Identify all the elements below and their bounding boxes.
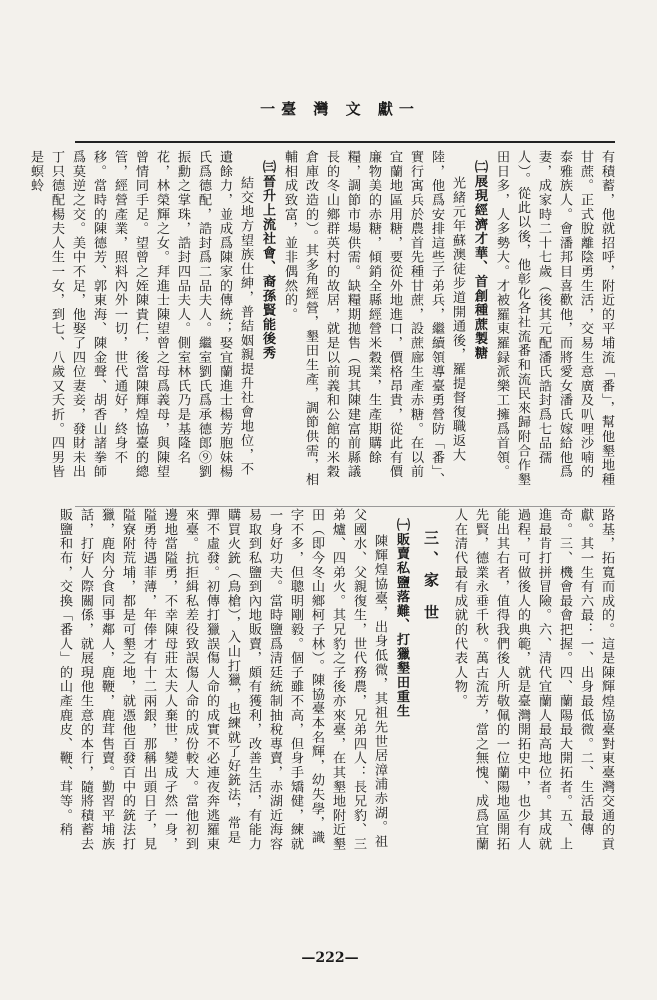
header-rule (75, 141, 615, 143)
page-number: —222— (301, 950, 359, 966)
paragraph: 有積蓄，他就招呼，附近的平埔流「番」，幫他墾地種甘蔗。正式脫離陰勇生活，交易生意廣及叭哩沙喃的泰雅族人。會潘邦目喜歡他，而將愛女潘氏嫁給他爲妻，成家時二十七歲（後其元配潘氏誥封爲七品孺人）。從此以後，他彰化各社流番和流民來歸附合作墾田日多，人多勢大。才被羅東羅録派樂工擁爲首領。 (494, 150, 614, 487)
section-title: 三、家 世 (422, 530, 440, 626)
paragraph: 路基，拓寬而成的。這是陳輝煌協臺對東臺灣交通的貢獻。其一生有六最：一、出身最低微。二、生活最傳奇。三、機會最會把握。四、蘭陽最大開拓者。五、上進最肯打拼冒險。六、清代宜蘭人最高地位者。其成就過程，可做後人的典範，就是臺灣開拓史中，也少有人能出其右者，值得我們後人所敬佩的一位蘭陽地區開拓先賢，德業永垂千秋。萬古流芳，當之無愧、成爲宜蘭人在清代最有成就的代表人物。 (452, 508, 614, 852)
subsection-heading: ㈢晉升上流社會、裔孫賢能後秀 (260, 160, 275, 361)
subsection-heading: ㈠販賣私鹽落難、打獵墾田重生 (394, 518, 409, 719)
subsection-heading: ㈡展現經濟才華、首創種蔗製糖 (472, 160, 487, 361)
running-head-title: 一臺 灣 文 獻一 (260, 100, 420, 118)
paragraph: 結交地方望族仕紳，普結姻親提升社會地位，不遺餘力，並成爲陳家的傳統；娶宜蘭進士楊芳胞妹楊氏爲德配，誥封爲二品夫人。繼室劉氏爲承德郎⑨劉振勳之掌珠，誥封四品夫人。側室林氏乃是基隆名花，林榮輝之女。拜進士陳望曾之母爲義母，與陳望曾情同手足。望曾之姪陳貴仁，後當陳輝煌協臺的總管，經營產業，照料內外一切，世代通好，終身不移。當時的陳德芳、郭東海、陳金聲、胡香山諸拳師爲莫逆之交。美中不足，他娶了四位妻妾，發財未出丁只德配楊夫人生一女，到七、八歲又夭折。四男皆是螟蛉 (28, 150, 253, 479)
paragraph: 陳輝煌協臺，出身低微，其祖先世居漳浦赤湖。祖父國水、父親復生，世代務農，兄弟四人：長兄豹、三弟爐、四弟火。其兄豹之子後亦來臺，在其墾地附近墾田（即今冬山鄉柯子林）。陳協臺本名輝，幼失學，識字不多，但聰明剛毅。個子雖不高，但身手矯健，練就一身好功夫。當時鹽爲清廷統制抽稅專賣，赤湖近海容易取到私鹽到內地販賣，頗有獲利，改善生活，有能力購買火銃（鳥槍），入山打獵，也練就了好銃法，常是彈不虛發。初傳打獵誤傷人命的成實不必連夜奔逃羅東來臺。抗拒緝私差役致誤傷人命的成份較大。當他初到邊地當隘勇，不幸陳母莊太夫人棄世，變成孑然一身，隘勇待遇菲薄，年俸才有十二兩銀，那稱出頭日子，見隘寮附荒埔，都是可墾之地，就憑他百發百中的銃法打獵，鹿肉分食同事鄰人，鹿鞭，鹿茸售賣。勤習平埔族話，打好人際關係，就展現他生意的本行，隨將積蓄去販鹽和布，交換「番人」的山產鹿皮、鞭、茸等。稍 (57, 508, 387, 852)
column-divider (75, 506, 615, 507)
bottom-text-block (57, 508, 617, 856)
paragraph: 光緒元年蘇澳徒步道開通後，羅提督復職返大陸，他爲安排這些子弟兵，繼續領導臺勇營防「番」、實行寓兵於農首先種甘蔗，設蔗廍生產赤糖。在以前宜蘭地區用糖，要從外地進口，價格昂貴，從此有價廉物美的赤糖，傾銷全縣經營米穀業，生產期購餘糧，調節市場供需。缺糧期拋售（現其陳建富前縣議長的冬山鄉群英村的故居，就是以前義和公館的米穀倉庫改造的）。其多角經營，墾田生產，調節供需，相輔相成致富，並非偶然的。 (282, 150, 465, 487)
top-text-block (28, 150, 617, 490)
